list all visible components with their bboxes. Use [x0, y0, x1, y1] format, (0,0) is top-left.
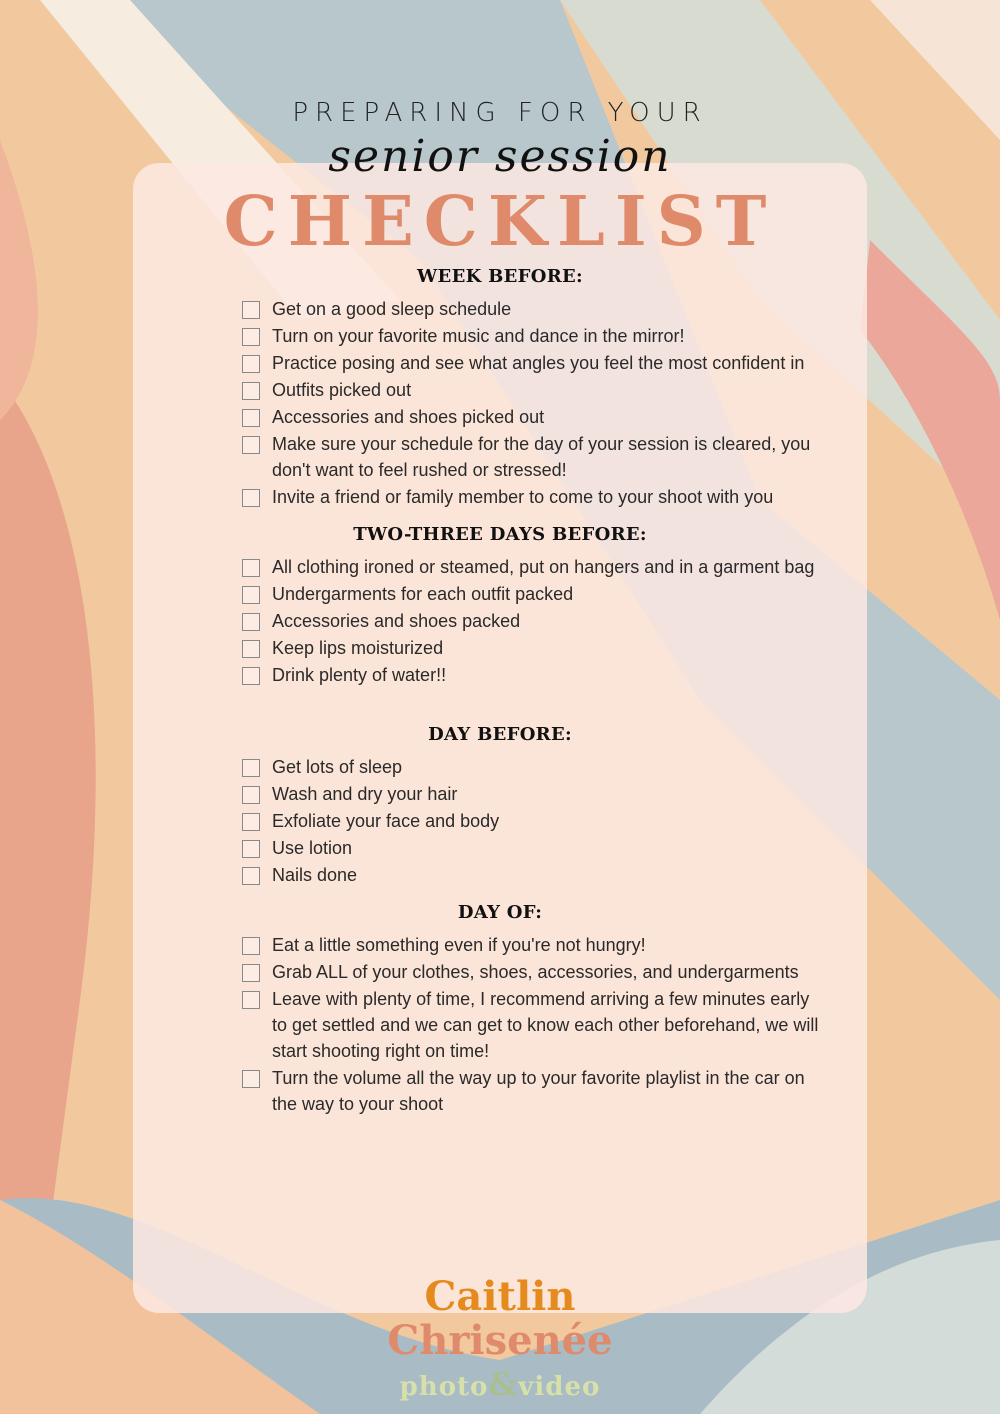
checkbox[interactable] — [242, 436, 260, 454]
checklist-item-label: Drink plenty of water!! — [272, 665, 447, 685]
checkbox[interactable] — [242, 840, 260, 858]
checklist-item-label: Exfoliate your face and body — [272, 811, 500, 831]
checklist-item-label: Wash and dry your hair — [272, 784, 458, 804]
checkbox[interactable] — [242, 559, 260, 577]
checklist-section — [133, 264, 867, 510]
checklist-item[interactable] — [242, 781, 822, 807]
checklist-section — [133, 722, 867, 888]
checklist-item-label: Leave with plenty of time, I recommend arriving a few minutes early to get settled and we can get to know each other beforehand, we will start shooting right on time! — [272, 989, 819, 1061]
checkbox[interactable] — [242, 613, 260, 631]
checklist-item[interactable] — [242, 1065, 822, 1117]
page-title: CHECKLIST — [223, 182, 777, 262]
checklist-section — [133, 900, 867, 1117]
checkbox[interactable] — [242, 813, 260, 831]
checkbox[interactable] — [242, 409, 260, 427]
checkbox[interactable] — [242, 301, 260, 319]
checklist-item-label: Accessories and shoes picked out — [272, 407, 545, 427]
checklist-item[interactable] — [242, 404, 822, 430]
script-title: senior session — [328, 131, 672, 182]
section-heading: DAY OF: — [457, 902, 543, 923]
checklist-item[interactable] — [242, 959, 822, 985]
checklist-item[interactable] — [242, 431, 822, 483]
checklist-item-label: Undergarments for each outfit packed — [272, 584, 574, 604]
checkbox[interactable] — [242, 667, 260, 685]
checklist-item-label: Eat a little something even if you're not hungry! — [272, 935, 646, 955]
checklist-item[interactable] — [242, 662, 822, 688]
checklist-section — [133, 522, 867, 688]
checklist-item[interactable] — [242, 323, 822, 349]
checklist-item[interactable] — [242, 862, 822, 888]
section-heading: DAY BEFORE: — [428, 724, 572, 745]
checklist-item-label: Invite a friend or family member to come to your shoot with you — [272, 487, 774, 507]
checklist-item[interactable] — [242, 835, 822, 861]
checkbox[interactable] — [242, 964, 260, 982]
checklist-item[interactable] — [242, 635, 822, 661]
checkbox[interactable] — [242, 937, 260, 955]
checklist-item-label: Accessories and shoes packed — [272, 611, 521, 631]
logo-line-3 — [0, 1364, 1000, 1404]
checklist-item[interactable] — [242, 377, 822, 403]
logo-video: video — [518, 1372, 601, 1402]
logo-ampersand: & — [488, 1365, 519, 1403]
checklist-item[interactable] — [242, 581, 822, 607]
checkbox[interactable] — [242, 991, 260, 1009]
checklist-item-label: Outfits picked out — [272, 380, 412, 400]
checklist-item[interactable] — [242, 484, 822, 510]
checklist-item[interactable] — [242, 296, 822, 322]
logo-line-1: Caitlin — [424, 1273, 576, 1320]
checklist-item-label: Turn the volume all the way up to your favorite playlist in the car on the way to your shoot — [272, 1068, 805, 1114]
section-heading: TWO-THREE DAYS BEFORE: — [353, 524, 647, 545]
checklist-item[interactable] — [242, 932, 822, 958]
checklist-item-label: Turn on your favorite music and dance in the mirror! — [272, 326, 685, 346]
checklist-item[interactable] — [242, 808, 822, 834]
checklist-item-label: All clothing ironed or steamed, put on hangers and in a garment bag — [272, 557, 815, 577]
checklist-item-label: Keep lips moisturized — [272, 638, 444, 658]
checkbox[interactable] — [242, 586, 260, 604]
checklist-item[interactable] — [242, 350, 822, 376]
checkbox[interactable] — [242, 382, 260, 400]
checkbox[interactable] — [242, 1070, 260, 1088]
checkbox[interactable] — [242, 640, 260, 658]
checklist-item-label: Make sure your schedule for the day of your session is cleared, you don't want to feel rushed or stressed! — [272, 434, 811, 480]
checkbox[interactable] — [242, 786, 260, 804]
section-heading: WEEK BEFORE: — [417, 266, 583, 287]
checklist-item[interactable] — [242, 554, 822, 580]
checkbox[interactable] — [242, 759, 260, 777]
checklist-item-label: Grab ALL of your clothes, shoes, accessories, and undergarments — [272, 962, 799, 982]
checkbox[interactable] — [242, 867, 260, 885]
checklist-item[interactable] — [242, 754, 822, 780]
checkbox[interactable] — [242, 489, 260, 507]
checklist-item-label: Practice posing and see what angles you feel the most confident in — [272, 353, 805, 373]
pretitle: PREPARING FOR YOUR — [292, 98, 708, 128]
checklist — [133, 264, 867, 1118]
checkbox[interactable] — [242, 355, 260, 373]
logo-line-2: Chrisenée — [387, 1317, 613, 1364]
checkbox[interactable] — [242, 328, 260, 346]
checklist-item[interactable] — [242, 608, 822, 634]
checklist-item-label: Use lotion — [272, 838, 353, 858]
logo-photo: photo — [399, 1372, 489, 1402]
checklist-item-label: Nails done — [272, 865, 358, 885]
checklist-item-label: Get on a good sleep schedule — [272, 299, 512, 319]
checklist-item-label: Get lots of sleep — [272, 757, 403, 777]
checklist-item[interactable] — [242, 986, 822, 1064]
